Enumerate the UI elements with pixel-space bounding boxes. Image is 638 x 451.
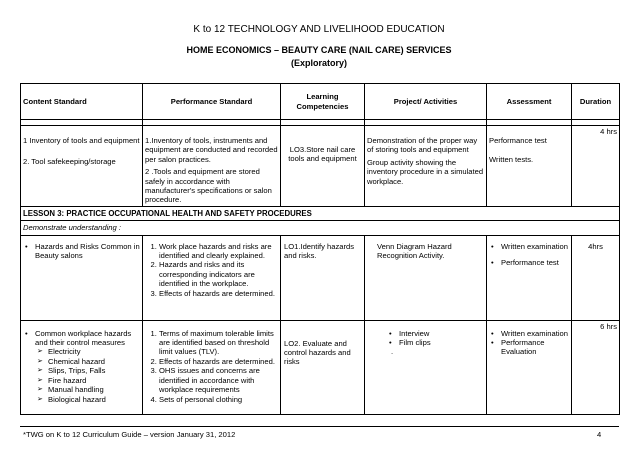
assessment-text: Performance test	[489, 136, 547, 145]
list-item: • Performance Evaluation	[489, 338, 569, 357]
duration-text: 4 hrs	[572, 126, 620, 207]
col-assessment: Assessment	[487, 84, 572, 120]
list-item: ➢ Slips, Trips, Falls	[37, 366, 140, 375]
doc-subtitle-note: (Exploratory)	[290, 58, 347, 68]
list-item: • Written examination	[489, 242, 569, 251]
list-item: ➢ Biological hazard	[37, 395, 140, 404]
lesson-heading: LESSON 3: PRACTICE OCCUPATIONAL HEALTH AND SAFETY PROCEDURES	[21, 206, 620, 220]
table-header-row	[21, 84, 620, 120]
col-project-activities: Project/ Activities	[365, 84, 487, 120]
learning-competency-text: LO1.Identify hazards and risks.	[284, 241, 355, 261]
page-number: 4	[597, 430, 602, 439]
list-item: ➢ Electricity	[37, 347, 140, 356]
learning-competency-text: LO2. Evaluate and control hazards and risks	[284, 338, 351, 367]
doc-subtitle: HOME ECONOMICS – BEAUTY CARE (NAIL CARE) SERVICES	[186, 45, 452, 55]
assessment-text: Written tests.	[489, 155, 534, 165]
project-activity-text: Venn Diagram Hazard Recognition Activity.	[377, 241, 452, 261]
footer-text: *TWG on K to 12 Curriculum Guide – version January 31, 2012	[23, 430, 236, 439]
list-item: ➢ Chemical hazard	[37, 357, 140, 366]
demonstrate-text: Demonstrate understanding :	[21, 221, 620, 235]
list-item: • Hazards and Risks Common in Beauty salons	[23, 242, 140, 261]
col-learning-competencies: Learning Competencies	[281, 84, 365, 120]
list-item: ➢ Manual handling	[37, 385, 140, 394]
list-item: ➢ Fire hazard	[37, 376, 140, 385]
duration-text: 6 hrs	[572, 320, 620, 414]
content-standard-text: 2. Tool safekeeping/storage	[23, 157, 116, 167]
project-activity-text: Demonstration of the proper way of storing tools and equipment	[367, 136, 478, 155]
table-row	[21, 320, 620, 414]
list-item: 4. Sets of personal clothing	[159, 395, 278, 404]
performance-standard-text: 2 .Tools and equipment are stored safely in accordance with manufacturer's specifications or salon procedure.	[145, 167, 272, 205]
table-row	[21, 235, 620, 320]
project-activity-text: .	[391, 347, 394, 357]
list-item: • Written examination	[489, 329, 569, 338]
list-item: • Common workplace hazards and their control measures	[23, 329, 140, 348]
demonstrate-row	[21, 221, 620, 235]
curriculum-table	[20, 83, 620, 415]
list-item: 2. Hazards and risks and its corresponding indicators are identified in the workplace.	[159, 260, 278, 288]
col-performance-standard: Performance Standard	[143, 84, 281, 120]
list-item: 3. OHS issues and concerns are identified in accordance with workplace requirements	[159, 366, 278, 394]
project-activity-text: Group activity showing the inventory procedure in a simulated workplace.	[367, 157, 484, 186]
lesson-row	[21, 206, 620, 220]
list-item: 1. Work place hazards and risks are identified and clearly explained.	[159, 242, 278, 261]
table-row	[21, 126, 620, 207]
list-item: 3. Effects of hazards are determined.	[159, 289, 278, 298]
content-standard-text: 1 Inventory of tools and equipment	[23, 136, 140, 145]
list-item: • Performance test	[489, 258, 569, 267]
list-item: • Interview	[387, 329, 484, 338]
list-item: 2. Effects of hazards are determined.	[159, 357, 278, 366]
duration-text: 4hrs	[572, 235, 620, 320]
col-duration: Duration	[572, 84, 620, 120]
footer-divider	[20, 426, 619, 427]
list-item: 1. Terms of maximum tolerable limits are identified based on threshold limit values (TLV).	[159, 329, 278, 357]
performance-standard-text: 1.Inventory of tools, instruments and equipment are conducted and recorded per salon practices.	[145, 136, 278, 164]
list-item: • Film clips	[387, 338, 484, 347]
doc-title: K to 12 TECHNOLOGY AND LIVELIHOOD EDUCATION	[193, 24, 445, 35]
learning-competency-text: LO3.Store nail care tools and equipment	[288, 145, 357, 164]
col-content-standard: Content Standard	[21, 84, 143, 120]
